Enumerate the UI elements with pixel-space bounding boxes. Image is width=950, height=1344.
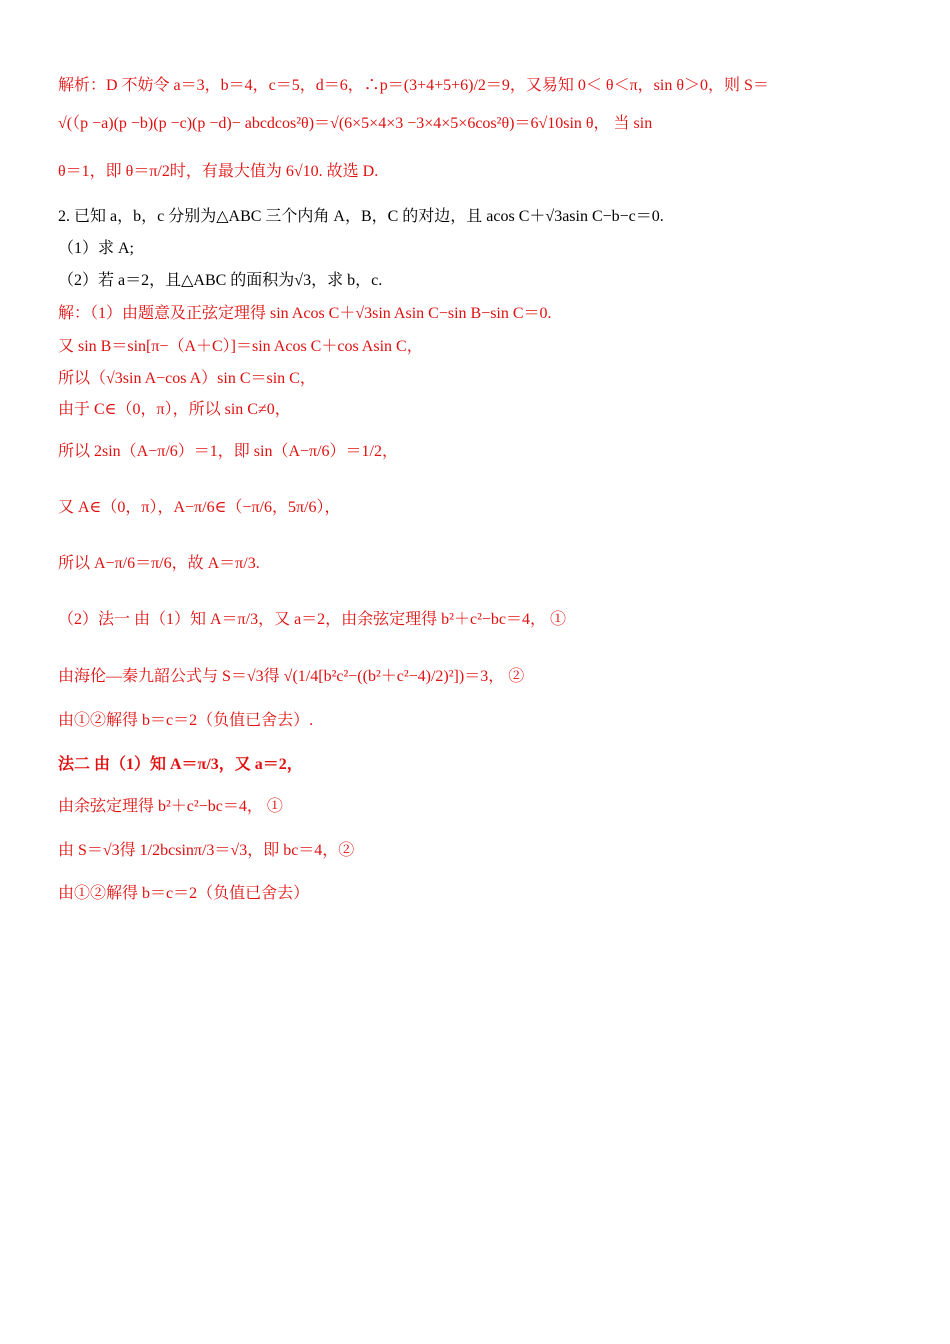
solution2-line-11: 法二 由（1）知 A＝π/3，又 a＝2， bbox=[58, 756, 303, 773]
solution1-line-2: √(（p −a)(p −b)(p −c)(p −d)− abcdcos²θ)＝√(6×5×4×3 −3×4×5×6cos²θ)＝6√10sin θ， 当 sin bbox=[58, 115, 653, 132]
solution1-line-3: θ＝1，即 θ＝π/2时，有最大值为 6√10. 故选 D. bbox=[58, 163, 379, 180]
solution1-line-1: 解析：D 不妨令 a＝3，b＝4，c＝5，d＝6，∴p＝(3+4+5+6)/2＝9，又易知 0＜ θ＜π，sin θ＞0，则 S＝ bbox=[58, 77, 769, 94]
solution2-line-2: 又 sin B＝sin[π−（A＋C）]＝sin Acos C＋cos Asin C， bbox=[58, 338, 423, 355]
solution2-line-1: 解：（1）由题意及正弦定理得 sin Acos C＋√3sin Asin C−sin B−sin C＝0. bbox=[58, 305, 552, 322]
problem2-part2: （2）若 a＝2，且△ABC 的面积为√3，求 b，c. bbox=[58, 272, 383, 289]
solution2-line-9: 由海伦—秦九韶公式与 S＝√3得 √(1/4[b²c²−((b²＋c²−4)/2)²])＝3， ② bbox=[58, 668, 525, 685]
solution2-line-5: 所以 2sin（A−π/6）＝1，即 sin（A−π/6）＝1/2， bbox=[58, 443, 398, 460]
solution2-line-8: （2）法一 由（1）知 A＝π/3，又 a＝2，由余弦定理得 b²＋c²−bc＝4， ① bbox=[58, 611, 567, 628]
solution2-line-13: 由 S＝√3得 1/2bcsinπ/3＝√3，即 bc＝4，② bbox=[58, 842, 355, 859]
problem2-part1: （1）求 A; bbox=[58, 240, 135, 257]
solution2-line-3: 所以（√3sin A−cos A）sin C＝sin C， bbox=[58, 370, 316, 387]
solution2-line-6: 又 A∈（0，π），A−π/6∈（−π/6，5π/6）， bbox=[58, 499, 341, 516]
solution2-line-12: 由余弦定理得 b²＋c²−bc＝4， ① bbox=[58, 798, 283, 815]
solution2-line-4: 由于 C∈（0，π），所以 sin C≠0， bbox=[58, 401, 291, 418]
problem2-statement: 2. 已知 a，b，c 分别为△ABC 三个内角 A，B，C 的对边，且 acos C＋√3asin C−b−c＝0. bbox=[58, 208, 664, 225]
solution2-line-14: 由①②解得 b＝c＝2（负值已舍去） bbox=[58, 885, 310, 902]
solution2-line-7: 所以 A−π/6＝π/6，故 A＝π/3. bbox=[58, 555, 260, 572]
solution2-line-10: 由①②解得 b＝c＝2（负值已舍去）. bbox=[58, 712, 314, 729]
